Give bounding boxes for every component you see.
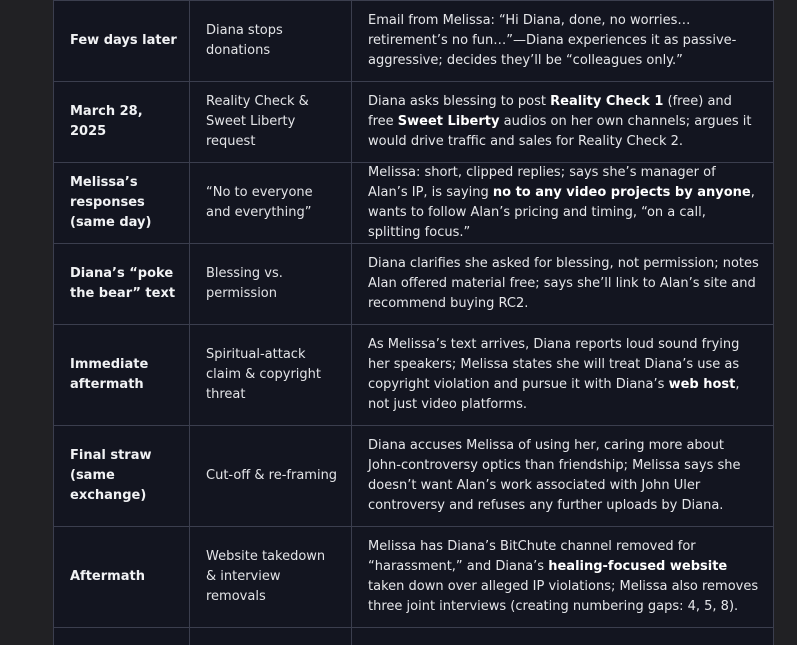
detail-text: , wants to follow Alan’s pricing and timing, “on a call, splitting focus.” [368, 185, 755, 240]
date-cell: Immediate aftermath [54, 325, 190, 426]
date-cell [54, 628, 190, 645]
detail-bold-text: Sweet Liberty [397, 114, 500, 129]
date-cell: Melissa’s responses (same day) [54, 163, 190, 244]
detail-bold-text: healing-focused website [548, 559, 728, 574]
detail-text: Email from Melissa: “Hi Diana, done, no worries… retirement’s no fun…”—Diana experiences it as passive-aggressive; decides they’ll be “colleagues only.” [368, 13, 737, 68]
detail-text: taken down over alleged IP violations; Melissa also removes three joint interviews (creating numbering gaps: 4, 5, 8). [368, 579, 759, 614]
date-cell: Final straw (same exchange) [54, 426, 190, 527]
date-cell: Few days later [54, 1, 190, 82]
detail-text: As Melissa’s text arrives, Diana reports loud sound frying her speakers; Melissa states she will treat Diana’s use as copyright violation and pursue it with Diana’s [368, 337, 740, 392]
table-row [54, 527, 774, 628]
detail-text: Diana clarifies she asked for blessing, not permission; notes Alan offered material free; says she’ll link to Alan’s site and recommend buying RC2. [368, 256, 759, 311]
event-cell: Reality Check & Sweet Liberty request [190, 82, 352, 163]
event-cell: “No to everyone and everything” [190, 163, 352, 244]
table-row [54, 325, 774, 426]
detail-cell [352, 426, 774, 527]
detail-text: Melissa has Diana’s BitChute channel removed for “harassment,” and Diana’s [368, 539, 696, 574]
timeline-table-body [54, 1, 774, 645]
detail-cell [352, 244, 774, 325]
table-row [54, 628, 774, 645]
detail-text: Diana accuses Melissa of using her, caring more about John-controversy optics than friendship; Melissa says she doesn’t want Alan’s work associated with John Uler controversy and refuses any further uploads by Diana. [368, 438, 741, 513]
event-cell: Blessing vs. permission [190, 244, 352, 325]
detail-cell [352, 82, 774, 163]
event-cell [190, 628, 352, 645]
table-row [54, 244, 774, 325]
detail-text: audios on her own channels; argues it would drive traffic and sales for Reality Check 2. [368, 114, 752, 149]
event-cell: Cut-off & re-framing [190, 426, 352, 527]
detail-cell [352, 1, 774, 82]
detail-text: (free) and free [368, 94, 732, 129]
table-row [54, 1, 774, 82]
table-row [54, 163, 774, 244]
date-cell: Diana’s “poke the bear” text [54, 244, 190, 325]
event-cell: Diana stops donations [190, 1, 352, 82]
detail-text: Melissa: short, clipped replies; says she’s manager of Alan’s IP, is saying [368, 165, 716, 200]
detail-cell [352, 527, 774, 628]
event-cell: Website takedown & interview removals [190, 527, 352, 628]
detail-cell [352, 628, 774, 645]
detail-text: , not just video platforms. [368, 377, 740, 412]
detail-cell [352, 163, 774, 244]
detail-bold-text: no to any video projects by anyone [492, 185, 751, 200]
table-row [54, 82, 774, 163]
detail-bold-text: Reality Check 1 [550, 94, 664, 109]
table-row [54, 426, 774, 527]
detail-text: Diana asks blessing to post [368, 94, 551, 109]
detail-bold-text: web host [668, 377, 736, 392]
date-cell: Aftermath [54, 527, 190, 628]
date-cell: March 28, 2025 [54, 82, 190, 163]
event-cell: Spiritual-attack claim & copyright threat [190, 325, 352, 426]
detail-cell [352, 325, 774, 426]
timeline-table [53, 0, 774, 645]
